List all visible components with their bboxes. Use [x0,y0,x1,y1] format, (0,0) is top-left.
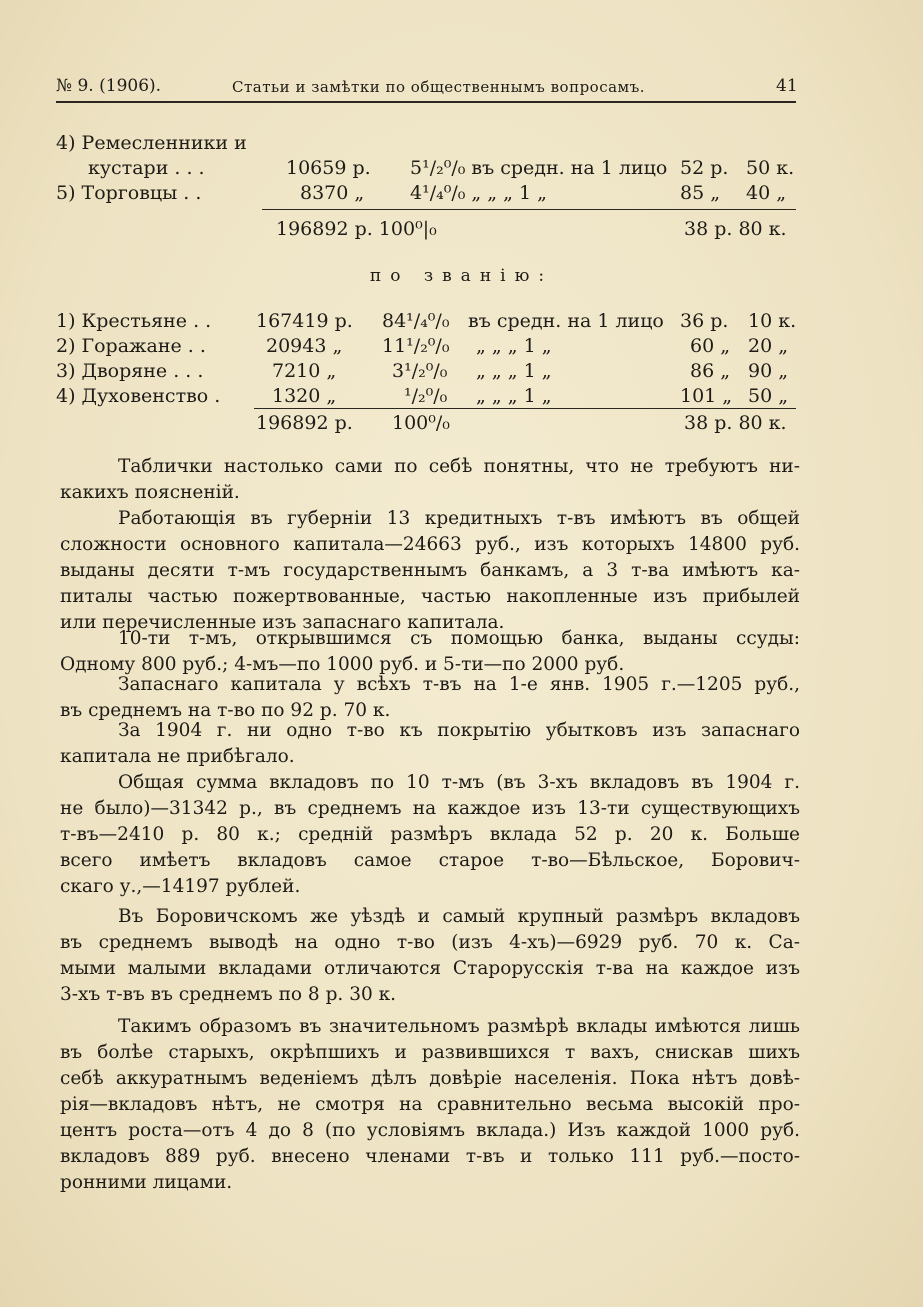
page-number: 41 [776,76,798,96]
text-line: 3-хъ т-въ въ среднемъ по 8 р. 30 к. [60,984,397,1005]
table-total-row [0,412,923,440]
row-sum: 20943 „ [266,335,343,357]
row-sum: 1320 „ [272,385,337,407]
row-kop: 50 к. [746,157,795,179]
text-line: выданы десяти т-мъ государственнымъ банкамъ, а 3 т-ва имѣютъ ка- [60,560,800,581]
row-rub: 85 „ [680,182,721,204]
table-row [0,335,923,363]
total-sum: 196892 р. 100⁰|₀ [276,218,437,240]
row-percent: 5¹/₂⁰/₀ въ средн. на 1 лицо [410,157,668,179]
row-percent: 4¹/₄⁰/₀ „ „ „ 1 „ [410,182,548,204]
row-rub: 60 „ [690,335,731,357]
row-label: 2) Горажане . . [56,335,206,357]
row-label: 3) Дворяне . . . [56,360,204,382]
text-line: капитала не прибѣгало. [60,746,295,767]
table-row [0,157,923,185]
row-percent: ¹/₂⁰/₀ [404,385,448,407]
table-row [0,310,923,338]
row-label: 4) Духовенство . [56,385,221,407]
text-line: Работающія въ губерніи 13 кредитныхъ т-въ имѣютъ въ общей [118,508,800,529]
total-average: 38 р. 80 к. [684,218,787,240]
text-line: Въ Боровичскомъ же уѣздѣ и самый крупный размѣръ вкладовъ [118,906,800,927]
row-rub: 36 р. [680,310,729,332]
text-line: т-въ—2410 р. 80 к.; средній размѣръ вклада 52 р. 20 к. Больше [60,824,800,845]
row-middle: въ средн. на 1 лицо [468,310,664,332]
row-kop: 90 „ [748,360,789,382]
row-rub: 52 р. [680,157,729,179]
table-row [0,182,923,210]
row-sum: 167419 р. [256,310,353,332]
text-line: Одному 800 руб.; 4-мъ—по 1000 руб. и 5-ти—по 2000 руб. [60,654,625,675]
text-line: себѣ аккуратнымъ веденіемъ дѣлъ довѣріе населенія. Пока нѣтъ довѣ- [60,1068,800,1089]
table-total-row [0,218,923,246]
paragraph [60,672,800,724]
text-line: питалы частью пожертвованные, частью накопленные изъ прибылей [60,586,800,607]
text-line: Запаснаго капитала у всѣхъ т-въ на 1-е янв. 1905 г.—1205 руб., [118,674,800,695]
row-label: 1) Крестьяне . . [56,310,212,332]
table-total-rule [254,408,796,409]
paragraph [60,718,800,770]
text-line: Такимъ образомъ въ значительномъ размѣрѣ вклады имѣются лишь [118,1016,800,1037]
issue-number: № 9. (1906). [56,76,162,96]
row-sum: 8370 „ [300,182,365,204]
paragraph [60,904,800,1008]
text-line: въ болѣе старыхъ, окрѣпшихъ и развившихся т вахъ, снискав шихъ [60,1042,800,1063]
text-line: За 1904 г. ни одно т-во къ покрытію убытковъ изъ запаснаго [118,720,800,741]
text-line: вкладовъ 889 руб. внесено членами т-въ и только 111 руб.—посто- [60,1146,800,1167]
table-row [0,360,923,388]
total-percent: 100⁰/₀ [392,412,450,434]
row-sum: 10659 р. [286,157,371,179]
header-title: Статьи и замѣтки по общественнымъ вопросамъ. [232,78,646,96]
row-middle: „ „ „ 1 „ [476,335,552,357]
text-line: въ среднемъ выводѣ на одно т-во (изъ 4-хъ)—6929 руб. 70 к. Са- [60,932,800,953]
text-line: мыми малыми вкладами отличаются Старорусскія т-ва на каждое изъ [60,958,800,979]
paragraph [60,506,800,636]
text-line: Таблички настолько сами по себѣ понятны, что не требуютъ ни- [118,456,800,477]
row-sum: 7210 „ [272,360,337,382]
row-kop: 20 „ [748,335,789,357]
row-middle: „ „ „ 1 „ [476,360,552,382]
row-percent: 11¹/₂⁰/₀ [382,335,450,357]
row-label: 5) Торговцы . . [56,182,202,204]
text-line: какихъ поясненій. [60,482,240,503]
paragraph [60,1014,800,1196]
text-line: Общая сумма вкладовъ по 10 т-мъ (въ 3-хъ вкладовъ въ 1904 г. [118,772,800,793]
text-line: не было)—31342 р., въ среднемъ на каждое изъ 13-ти существующихъ [60,798,800,819]
row-middle: „ „ „ 1 „ [476,385,552,407]
row-label: кустари . . . [88,157,205,179]
text-line: или перечисленные изъ запаснаго капитала. [60,612,505,633]
row-kop: 10 к. [748,310,797,332]
text-line: въ среднемъ на т-во по 92 р. 70 к. [60,700,391,721]
table-total-rule [262,209,796,210]
text-line: 10-ти т-мъ, открывшимся съ помощью банка, выданы ссуды: [118,628,800,649]
text-line: всего имѣетъ вкладовъ самое старое т-во—Бѣльское, Борович- [60,850,800,871]
text-line: центъ роста—отъ 4 до 8 (по условіямъ вклада.) Изъ каждой 1000 руб. [60,1120,800,1141]
row-kop: 40 „ [746,182,787,204]
row-percent: 3¹/₂⁰/₀ [392,360,448,382]
row-kop: 50 „ [748,385,789,407]
text-line: сложности основного капитала—24663 руб., изъ которыхъ 14800 руб. [60,534,800,555]
total-average: 38 р. 80 к. [684,412,787,434]
section-subheading: по званію: [369,266,554,286]
row-rub: 86 „ [690,360,731,382]
total-sum: 196892 р. [256,412,353,434]
text-line: скаго у.,—14197 рублей. [60,876,301,897]
row-percent: 84¹/₄⁰/₀ [382,310,450,332]
paragraph [60,626,800,678]
row-label: 4) Ремесленники и [56,132,247,154]
table-row [0,132,923,160]
header-rule [56,101,796,103]
text-line: ронними лицами. [60,1172,233,1193]
paragraph [60,454,800,506]
text-line: рія—вкладовъ нѣтъ, не смотря на сравнительно весьма высокій про- [60,1094,800,1115]
row-rub: 101 „ [680,385,733,407]
paragraph [60,770,800,900]
